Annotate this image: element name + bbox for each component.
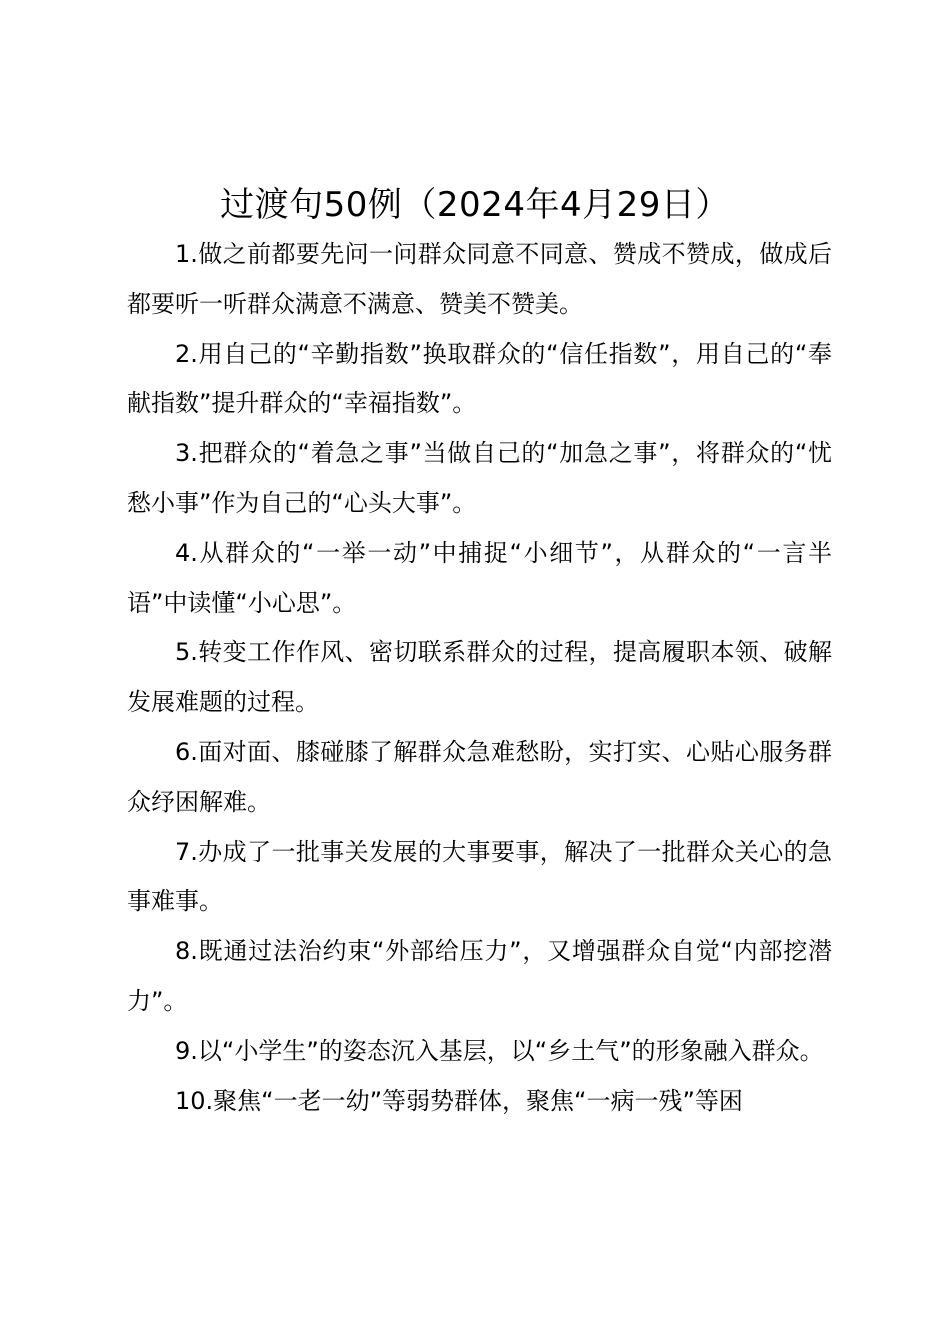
paragraph-7: 7.办成了一批事关发展的大事要事，解决了一批群众关心的急事难事。: [127, 837, 832, 916]
paragraph-1: 1.做之前都要先问一问群众同意不同意、赞成不赞成，做成后都要听一听群众满意不满意、赞美不赞美。: [127, 240, 832, 318]
paragraph-10: 10.聚焦“一老一幼”等弱势群体，聚焦“一病一残”等困: [175, 1086, 743, 1115]
document-title: 过渡句50例（2024年4月29日）: [220, 185, 730, 225]
paragraph-3: 3.把群众的“着急之事”当做自己的“加急之事”，将群众的“忧愁小事”作为自己的“心头大事”。: [127, 439, 832, 517]
paragraph-9: 9.以“小学生”的姿态沉入基层，以“乡土气”的形象融入群众。: [175, 1036, 824, 1065]
paragraph-2: 2.用自己的“辛勤指数”换取群众的“信任指数”，用自己的“奉献指数”提升群众的“幸福指数”。: [127, 339, 832, 418]
paragraph-6: 6.面对面、膝碰膝了解群众急难愁盼，实打实、心贴心服务群众纾困解难。: [127, 737, 832, 816]
document-body: [127, 230, 832, 1126]
paragraph-8: 8.既通过法治约束“外部给压力”，又增强群众自觉“内部挖潜力”。: [127, 937, 832, 1015]
paragraph-4: 4.从群众的“一举一动”中捕捉“小细节”，从群众的“一言半语”中读懂“小心思”。: [127, 538, 832, 617]
paragraph-5: 5.转变工作作风、密切联系群众的过程，提高履职本领、破解发展难题的过程。: [127, 638, 832, 717]
